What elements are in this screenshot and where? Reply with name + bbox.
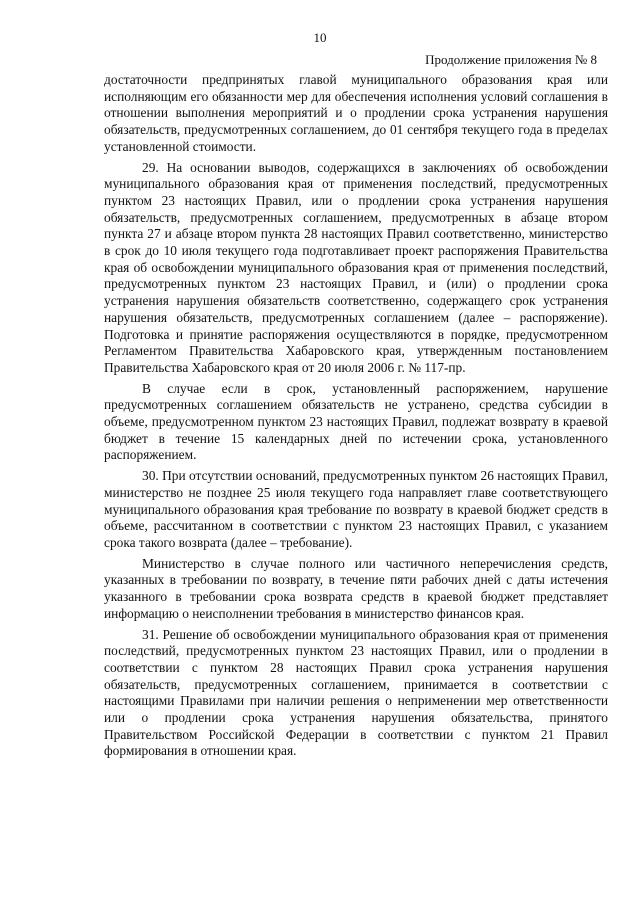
paragraph-clause-29-refund: В случае если в срок, установленный распоряжением, нарушение предусмотренных соглашением обязательств не устранено, средства субсидии в объеме, предусмотренном пунктом 23 настоящих Правил, подлежат возврату в краевой бюджет в течение 15 календарных дней по истечении срока, установленного распоряжением. <box>104 380 608 463</box>
paragraph-continuation: достаточности предпринятых главой муниципального образования края или исполняющим его обязанности мер для обеспечения исполнения условий соглашения в отношении выполнения мероприятий и о продлении срока устранения нарушения обязательств, предусмотренных соглашением, до 01 сентября текущего года в пределах установленной стоимости. <box>104 72 608 154</box>
page-number: 10 <box>313 30 327 45</box>
paragraph-clause-29: 29. На основании выводов, содержащихся в заключениях об освобождении муниципального образования края от применения последствий, предусмотренных пунктом 23 настоящих Правил, или о продлении срока устранения нарушения обязательств, предусмотренных соглашением, предусмотренных в абзаце втором пункта 27 и абзаце втором пункта 28 настоящих Правил соответственно, министерство в срок до 10 июля текущего года подготавливает проект распоряжения Правительства края об освобождении муниципального образования края от применения последствий, предусмотренных пунктом 23 настоящих Правил, и (или) о продлении срока устранения нарушения обязательств соответственно, содержащего срок устранения нарушения обязательств, предусмотренных соглашением (далее – распоряжение). Подготовка и принятие распоряжения осуществляются в порядке, предусмотренном Регламентом Правительства Хабаровского края, утвержденным постановлением Правительства Хабаровского края от 20 июля 2006 г. № 117-пр. <box>104 159 608 375</box>
paragraph-clause-31: 31. Решение об освобождении муниципального образования края от применения последствий, предусмотренных пунктом 23 настоящих Правил, или о продлении в соответствии с пунктом 28 настоящих Правил срока устранения нарушения обязательств, предусмотренных соглашением, принимается в соответствии с настоящими Правилами при наличии решения о неприменении мер ответственности или о продлении срока устранения нарушения обязательства, принятого Правительством Российской Федерации в соответствии с пунктом 21 Правил формирования в отношении края. <box>104 626 608 759</box>
document-body <box>104 72 608 764</box>
appendix-continuation-note: Продолжение приложения № 8 <box>425 52 597 67</box>
paragraph-clause-30-nonpayment: Министерство в случае полного или частичного неперечисления средств, указанных в требовании по возврату, в течение пяти рабочих дней с даты истечения указанного в требовании срока возврата средств в краевой бюджет представляет информацию о неисполнении требования в министерство финансов края. <box>104 555 608 621</box>
paragraph-clause-30: 30. При отсутствии оснований, предусмотренных пунктом 26 настоящих Правил, министерство не позднее 25 июля текущего года направляет главе соответствующего муниципального образования края требование по возврату в краевой бюджет средств в объеме, рассчитанном в соответствии с пунктом 23 настоящих Правил, с указанием срока такого возврата (далее – требование). <box>104 468 608 550</box>
